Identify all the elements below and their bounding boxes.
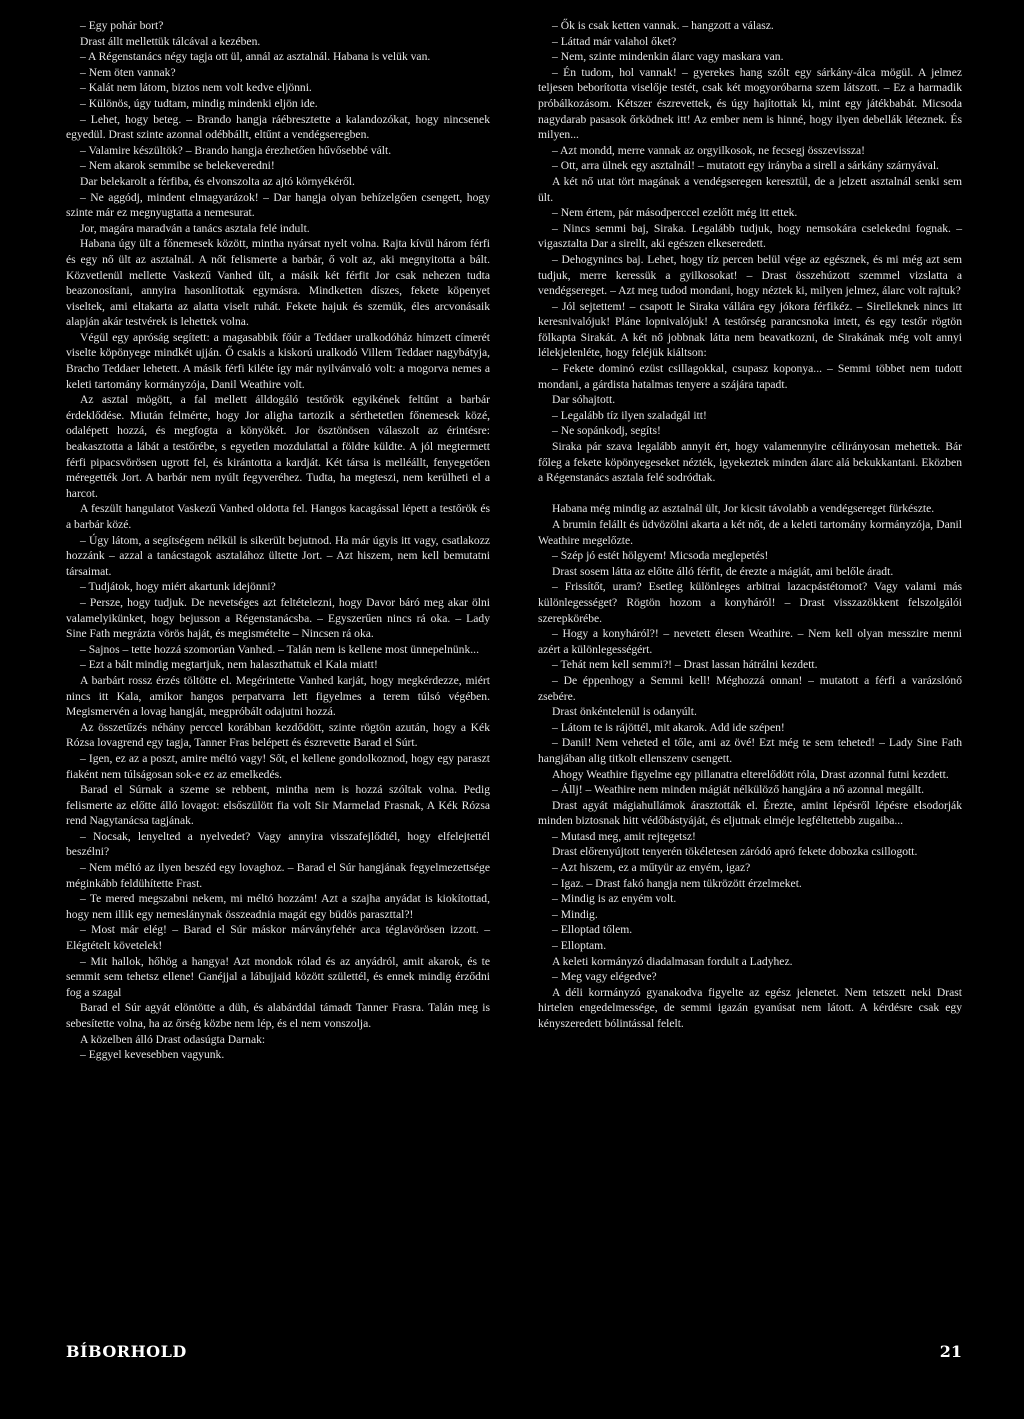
text-paragraph: Ahogy Weathire figyelme egy pillanatra elterelődött róla, Drast azonnal futni kezdett. [552,767,949,781]
page-number: 21 [939,1342,962,1361]
text-paragraph: – Úgy látom, a segítségem nélkül is sikerült bejutnod. Ha már úgyis itt vagy, csatlakozz hozzánk – azzal a tanácstagok asztalához ültette Jort. – Azt hiszem, nem kell bemutatni társaimat. [66,533,490,578]
text-paragraph: – Láttad már valahol őket? [552,34,677,48]
text-paragraph: Barad el Súr agyát elöntötte a düh, és alabárddal támadt Tanner Frasra. Talán meg is sebesítette volna, ha az őrség közbe nem lép, és el nem vonszolja. [66,1001,490,1030]
text-paragraph: Siraka pár szava legalább annyit ért, hogy valamennyire célirányosan mehettek. Bár főleg a fekete köpönyegeseket nézték, igyekeztek minden álarc alá bekukkantani. Eközben a Régenstanács asztala felé sodródtak. [538,440,962,485]
text-paragraph: – Valamire készültök? – Brando hangja érezhetően hűvősebbé vált. [80,143,392,157]
text-paragraph: Végül egy apróság segített: a magasabbik főúr a Teddaer uralkodóház hímzett címerét viselte köpönyege mindkét ujján. Ő csakis a kiskorú uralkodó Villem Teddaer nagybátyja, Bracho Teddaer lehetett. A másik férfi kiléte így már nyilvánvaló volt: a mogorva nemes a keleti tartomány kormányzója, Danil Weathire volt. [66,330,490,391]
text-paragraph: – Te mered megszabni nekem, mi méltó hozzám! Azt a szajha anyádat is kiokítottad, hogy nem illik egy nemeslánynak összeadnia magát egy büdös paraszttal?! [66,892,490,921]
text-paragraph: – Egy pohár bort? [80,19,164,32]
text-paragraph: – Lehet, hogy beteg. – Brando hangja ráébresztette a kalandozókat, hogy nincsenek egyedül. Drast szinte azonnal odébbállt, eltűnt a vendégseregben. [66,112,490,142]
text-paragraph: – Igen, ez az a poszt, amire méltó vagy! Sőt, el kellene gondolkoznod, hogy egy paraszt fiaként nem túlságosan sok-e ez az emelkedés. [66,751,490,781]
text-paragraph: Dar belekarolt a férfiba, és elvonszolta az ajtó környékéről. [80,174,355,188]
text-paragraph: – Azt hiszem, ez a műtyür az enyém, igaz? [552,861,751,875]
text-paragraph: – Ott, arra ülnek egy asztalnál! – mutatott egy irányba a sirell a sárkány szárnyával. [552,159,939,173]
text-paragraph: – Mutasd meg, amit rejtegetsz! [552,829,696,843]
text-paragraph: – Frissítőt, uram? Esetleg különleges arbitrai lazacpástétomot? Vagy valami más különlegességet? Rögtön hozom a konyháról! – Drast visszazökkent felszolgálói szerepkörébe. [538,580,962,625]
text-paragraph: – Nem méltó az ilyen beszéd egy lovaghoz. – Barad el Súr hangjának fegyelmezettsége méginkább feldühítette Frast. [66,861,490,890]
text-paragraph: – Tudjátok, hogy miért akartunk idejönni? [80,580,276,594]
text-paragraph: – Dehogynincs baj. Lehet, hogy tíz percen belül vége az egésznek, és mi még azt sem tudjuk, merre keressük a gyilkosokat! – Drast összehúzott szemmel vizslatta a vendégsereget. – Azt meg tudod mondani, hogy néztek ki, milyen jelmez, álarc volt rajtuk? [538,252,962,298]
text-paragraph: – Nem, szinte mindenkin álarc vagy maskara van. [552,50,784,64]
text-paragraph: Drast önkéntelenül is odanyúlt. [552,705,697,719]
text-paragraph: A barbárt rossz érzés töltötte el. Megérintette Vanhed karját, hogy megkérdezze, miért nincs itt Kala, amikor hangos perpatvarra lett figyelmes a terem túlsó végében. Megismervén a lovag hangját, megpróbált odajutni hozzá. [66,673,490,719]
text-paragraph: – Szép jó estét hölgyem! Micsoda meglepetés! [552,549,769,563]
text-paragraph: – Hogy a konyháról?! – nevetett élesen Weathire. – Nem kell olyan messzire menni azért a különlegességért. [538,627,962,656]
text-paragraph: – Azt mondd, merre vannak az orgyilkosok, ne fecsegj összevissza! [552,143,866,157]
text-paragraph: – Nem értem, pár másodperccel ezelőtt még itt ettek. [552,206,798,220]
text-paragraph: – Mindig. [552,907,598,921]
text-paragraph: – Nincs semmi baj, Siraka. Legalább tudjuk, hogy nemsokára cselekedni fognak. – vigasztalta Dar a sirellt, aki egészen elkeseredett. [538,221,962,251]
text-paragraph: Drast agyát mágiahullámok árasztották el. Érezte, amint lépésről lépésre elsodorják minden biztosnak hitt védőbástyáját, és eljutnak elméje legféltettebb zugaiba... [538,798,962,828]
book-page [66,18,962,1328]
text-paragraph: – De éppenhogy a Semmi kell! Méghozzá onnan! – mutatott a férfi a varázslónő zsebére. [538,673,962,703]
magazine-title: BÍBORHOLD [66,1342,187,1361]
text-paragraph: – Ne aggódj, mindent elmagyarázok! – Dar hangja olyan behízelgően csengett, hogy szinte már ez megnyugtatta a nemesurat. [66,190,490,220]
page-footer [66,1342,962,1362]
text-paragraph: – Jól sejtettem! – csapott le Siraka vállára egy jókora férfikéz. – Sirelleknek nincs itt keresnivalójuk! Pláne lopnivalójuk! A testőrség parancsnoka intett, és egy testőr rögtön fölkapta Sirakát. A két nő jobbnak látta nem beavatkozni, de Sirakának még volt annyi lélekjelenléte, hogy feléjük kiáltson: [538,299,962,360]
text-paragraph: – Ők is csak ketten vannak. – hangzott a válasz. [552,19,774,32]
text-paragraph: Habana még mindig az asztalnál ült, Jor kicsit távolabb a vendégsereget fürkészte. [552,502,935,516]
text-paragraph: – Meg vagy elégedve? [552,970,657,984]
text-paragraph: Jor, magára maradván a tanács asztala felé indult. [80,221,310,235]
text-paragraph: – Danil! Nem veheted el tőle, ami az övé! Ezt még te sem teheted! – Lady Sine Fath hangjában alig titkolt ellenszenv csengett. [538,736,962,765]
text-paragraph: Az asztal mögött, a fal mellett álldogáló testőrök egyikének feltűnt a barbár érdeklődése. Miután felmérte, hogy Jor aligha tartozik a sérthetetlen főnemesek közé, odalépett hozzá, és megfogta a könyökét. Jor ösztönösen válaszolt az érintésre: beakasztotta a lábát a testőrébe, s egyetlen mozdulattal a földre küldte. A jól megtermett férfi pipacsvörösen ugrott fel, és kirántotta a kardját. Két társa is melléállt, fenyegetően méregették Jort. A barbár nem nyúlt fegyveréhez. Tudta, ha megteszi, nem kerülheti el a harcot. [66,393,490,500]
text-paragraph: A déli kormányzó gyanakodva figyelte az egész jelenetet. Nem tetszett neki Drast hirtelen engedelmessége, de semmi igazán gyanúsat nem látott. A kérdésre csak egy kényszeredett bólintással felelt. [538,985,962,1030]
text-paragraph: – Fekete dominó ezüst csillagokkal, csupasz koponya... – Semmi többet nem tudott mondani, a gárdista hatalmas tenyere a szájára tapadt. [538,362,962,391]
text-paragraph: – Ezt a bált mindig megtartjuk, nem halaszthattuk el Kala miatt! [80,658,378,672]
text-paragraph: Habana úgy ült a főnemesek között, mintha nyársat nyelt volna. Rajta kívül három férfi és egy nő ült az asztalnál. A nőt felismerte a barbár, ő volt az, aki megnyitotta a bált. Közvetlenül mellette Vaskezű Vanhed ült, a másik két férfit Jor csak nehezen tudta beazonosítani, annyira hasonlítottak egymásra. Mindketten díszes, fekete köpenyet viseltek, ami eltakarta az alatta viselt ruhát. Fekete hajuk és szemük, éles arcvonásaik alapján akár testvérek is lehettek volna. [66,237,490,329]
text-paragraph: – Most már elég! – Barad el Súr máskor márványfehér arca téglavörösen izzott. – Elégtételt követelek! [66,923,490,953]
text-paragraph: – Persze, hogy tudjuk. De nevetséges azt feltételezni, hogy Davor báró meg akar ölni valamelyikünket, hogy bejusson a Régenstanácsba. – Egyszerűen nincs rá oka. – Lady Sine Fath megrázta vörös haját, és megismételte – Nincsen rá oka. [66,595,490,641]
text-paragraph: A két nő utat tört magának a vendégseregen keresztül, de a jelzett asztalnál senki sem ült. [538,174,962,204]
text-paragraph: Drast sosem látta az előtte álló férfit, de érezte a mágiát, ami belőle áradt. [552,564,894,578]
text-paragraph: – Én tudom, hol vannak! – gyerekes hang szólt egy sárkány-álca mögül. A jelmez teljesen beborította viselője testét, csak két mogyoróbarna szem látszott. – Ez a harmadik próbálkozásom. Kétszer észrevettek, és úgy hajítottak ki, mint egy játékbabát. Micsoda nagydarab pasasok őrködnek itt! Az ember nem is hinné, hogy ilyen debellák léteznek. És milyen... [538,65,962,142]
text-paragraph: – Mit hallok, hőhög a hangya! Azt mondok rólad és az anyádról, amit akarok, és te semmit sem tehetsz ellene! Ganéjjal a lábujjaid között születtél, és ennek mindig érződni fog a szagal [66,954,490,999]
text-paragraph: – Kalát nem látom, biztos nem volt kedve eljönni. [80,81,312,95]
text-paragraph: A feszült hangulatot Vaskezű Vanhed oldotta fel. Hangos kacagással lépett a testőrök és a barbár közé. [66,502,490,531]
text-paragraph: Az összetűzés néhány perccel korábban kezdődött, szinte rögtön azután, hogy a Kék Rózsa lovagrend egy tagja, Tanner Fras belépett és észrevette Barad el Súrt. [66,720,490,750]
right-text-column [538,18,962,1032]
text-paragraph: Drast előrenyújtott tenyerén tökéletesen záródó apró fekete dobozka csillogott. [552,845,918,859]
text-paragraph: – Mindig is az enyém volt. [552,892,677,906]
text-paragraph: – Különös, úgy tudtam, mindig mindenki eljön ide. [80,96,318,110]
text-paragraph: – Elloptad tőlem. [552,923,633,937]
text-paragraph: – Tehát nem kell semmi?! – Drast lassan hátrálni kezdett. [552,658,818,672]
text-paragraph: – Igaz. – Drast fakó hangja nem tükrözött érzelmeket. [552,876,802,890]
text-paragraph: Dar sóhajtott. [552,393,616,407]
text-paragraph: – A Régenstanács négy tagja ott ül, annál az asztalnál. Habana is velük van. [80,50,431,64]
text-paragraph: Drast állt mellettük tálcával a kezében. [80,34,261,48]
text-paragraph: A brumin felállt és üdvözölni akarta a két nőt, de a keleti tartomány kormányzója, Danil Weathire megelőzte. [538,518,962,547]
text-paragraph: – Nem öten vannak? [80,65,176,79]
text-paragraph: – Állj! – Weathire nem minden mágiát nélkülöző hangjára a nő azonnal megállt. [552,783,924,797]
text-paragraph: A közelben álló Drast odasúgta Darnak: [80,1032,266,1046]
text-paragraph: – Látom te is rájöttél, mit akarok. Add ide szépen! [552,720,785,734]
text-paragraph: – Legalább tíz ilyen szaladgál itt! [552,408,707,422]
text-paragraph: – Nocsak, lenyelted a nyelvedet? Vagy annyira visszafejlődtél, hogy elfelejtettél beszélni? [66,829,490,859]
text-paragraph: A keleti kormányzó diadalmasan fordult a Ladyhez. [552,954,793,968]
text-paragraph: – Eggyel kevesebben vagyunk. [80,1048,225,1062]
text-paragraph: – Elloptam. [552,939,607,953]
text-paragraph: – Nem akarok semmibe se belekeveredni! [80,159,275,173]
left-text-column [66,18,490,1063]
text-paragraph: – Sajnos – tette hozzá szomorúan Vanhed. – Talán nem is kellene most ünnepelnünk... [80,642,479,656]
text-paragraph: Barad el Súrnak a szeme se rebbent, mintha nem is hozzá szóltak volna. Pedig felismerte az előtte álló lovagot: elsőszülött fia volt Sir Marmelad Frasnak, A Kék Rózsa rend Nagytanácsa tagjának. [66,783,490,828]
text-paragraph: – Ne sopánkodj, segíts! [552,424,661,438]
